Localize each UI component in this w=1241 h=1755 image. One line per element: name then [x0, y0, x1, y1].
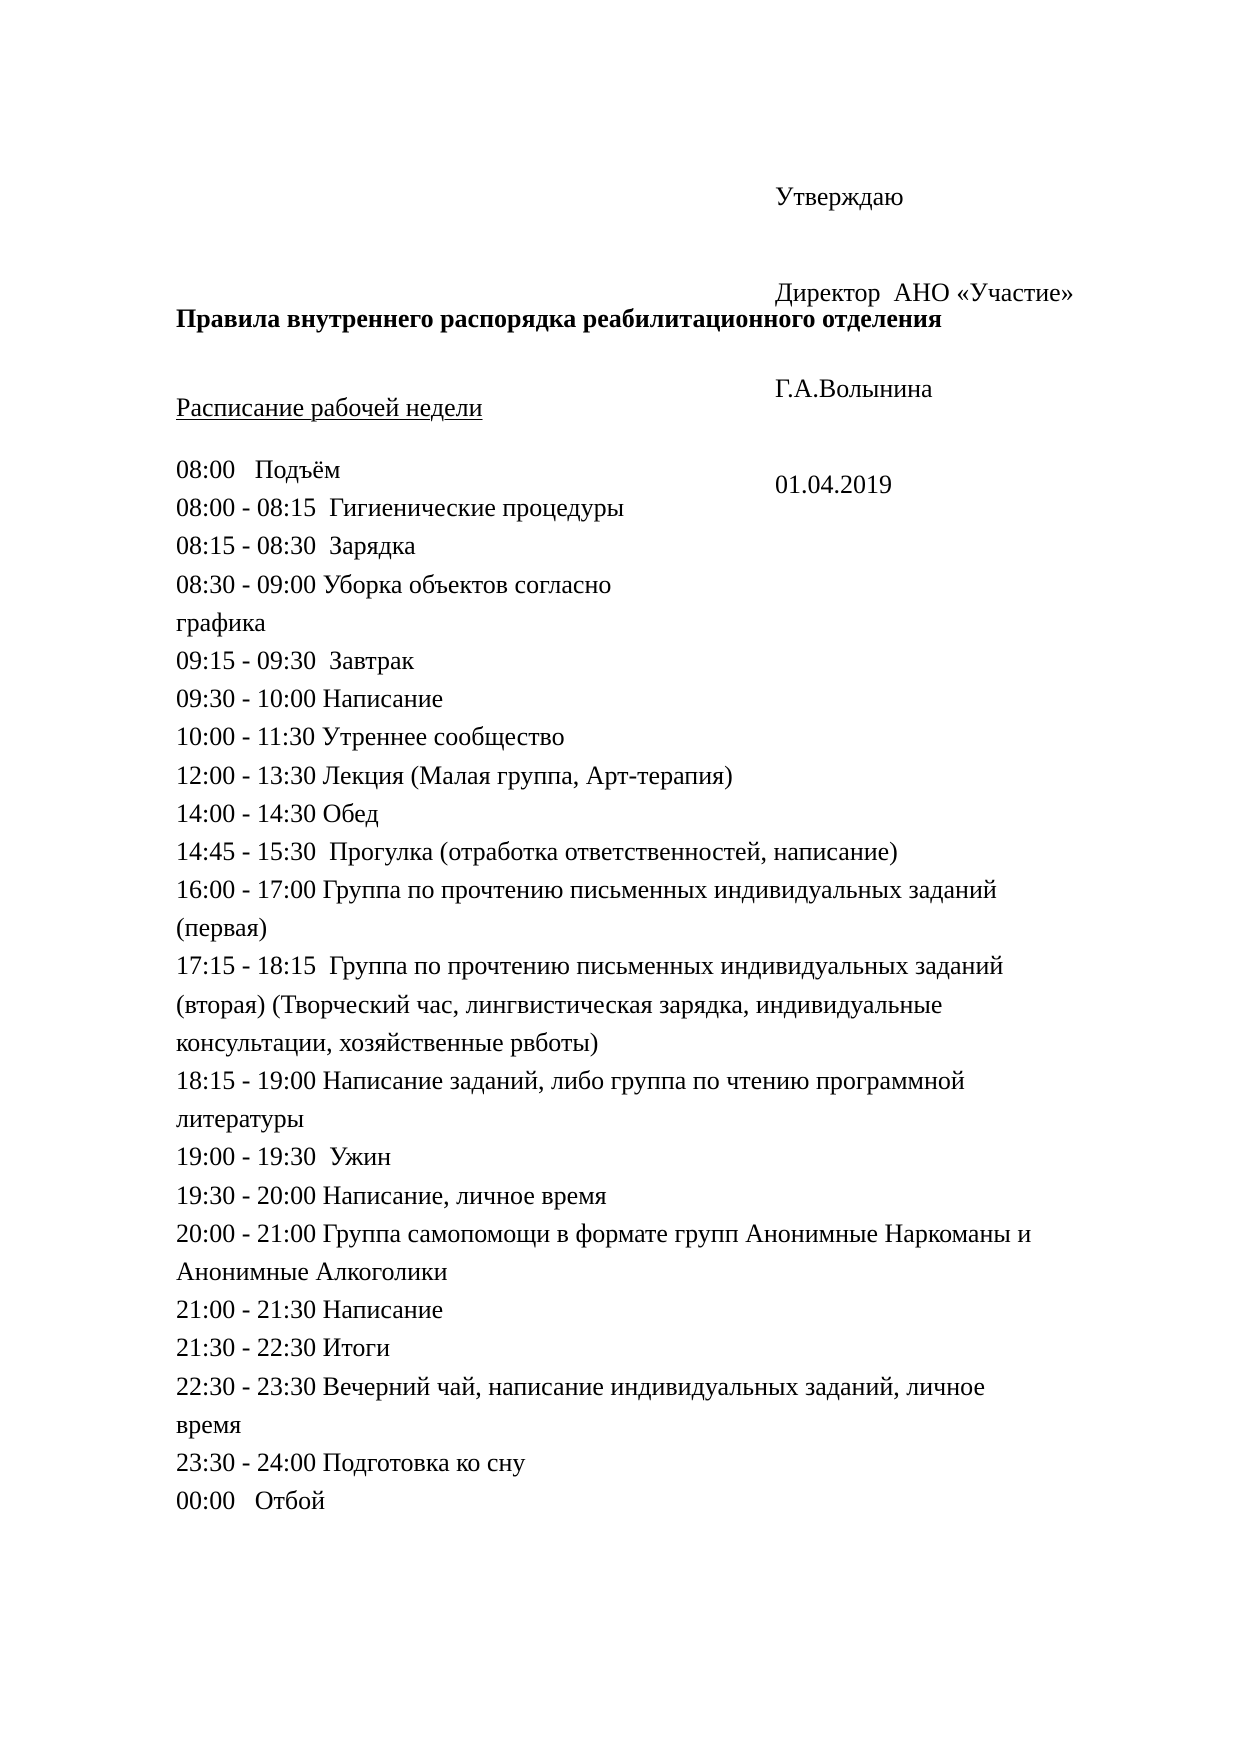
schedule-line: 21:30 - 22:30 Итоги — [176, 1333, 390, 1363]
schedule-line: 19:00 - 19:30 Ужин — [176, 1142, 392, 1172]
schedule-line: 21:00 - 21:30 Написание — [176, 1295, 444, 1325]
schedule-line: графика — [176, 607, 266, 637]
approval-line-position: Директор АНО «Участие» — [775, 278, 1074, 307]
schedule-line: 00:00 Отбой — [176, 1486, 326, 1516]
schedule-line: время — [176, 1409, 242, 1439]
schedule-line: 19:30 - 20:00 Написание, личное время — [176, 1180, 607, 1210]
schedule-line: литературы — [176, 1104, 305, 1134]
schedule-line: 10:00 - 11:30 Утреннее сообщество — [176, 722, 565, 752]
schedule-line: консультации, хозяйственные рвботы) — [176, 1027, 599, 1057]
document-title: Правила внутреннего распорядка реабилитационного отделения — [176, 304, 942, 333]
schedule-line: 20:00 - 21:00 Группа самопомощи в формате групп Анонимные Наркоманы и — [176, 1218, 1032, 1248]
schedule-line: 14:45 - 15:30 Прогулка (отработка ответственностей, написание) — [176, 836, 898, 866]
schedule-line: 09:15 - 09:30 Завтрак — [176, 645, 415, 675]
schedule-line: 08:00 Подъём — [176, 455, 341, 484]
schedule-line: (вторая) (Творческий час, лингвистическая зарядка, индивидуальные — [176, 989, 943, 1019]
schedule-line: (первая) — [176, 913, 268, 943]
schedule-line: 09:30 - 10:00 Написание — [176, 684, 444, 714]
approval-line-date: 01.04.2019 — [775, 470, 892, 499]
approval-line-name: Г.А.Волынина — [775, 374, 933, 403]
schedule-line: 17:15 - 18:15 Группа по прочтению письменных индивидуальных заданий — [176, 951, 1004, 981]
schedule-line: 12:00 - 13:30 Лекция (Малая группа, Арт-терапия) — [176, 760, 733, 790]
schedule-line: 08:00 - 08:15 Гигиенические процедуры — [176, 493, 625, 523]
schedule-list — [176, 451, 1156, 1520]
section-heading: Расписание рабочей недели — [176, 393, 483, 422]
schedule-line: 18:15 - 19:00 Написание заданий, либо группа по чтению программной — [176, 1066, 965, 1095]
schedule-line: 23:30 - 24:00 Подготовка ко сну — [176, 1447, 526, 1477]
schedule-line: 08:30 - 09:00 Уборка объектов согласно — [176, 569, 612, 599]
schedule-line: 16:00 - 17:00 Группа по прочтению письменных индивидуальных заданий — [176, 875, 997, 905]
schedule-line: 14:00 - 14:30 Обед — [176, 798, 379, 828]
schedule-line: 08:15 - 08:30 Зарядка — [176, 531, 416, 561]
schedule-line: 22:30 - 23:30 Вечерний чай, написание индивидуальных заданий, личное — [176, 1371, 986, 1401]
schedule-line: Анонимные Алкоголики — [176, 1256, 448, 1286]
approval-line-approve: Утверждаю — [775, 182, 904, 211]
